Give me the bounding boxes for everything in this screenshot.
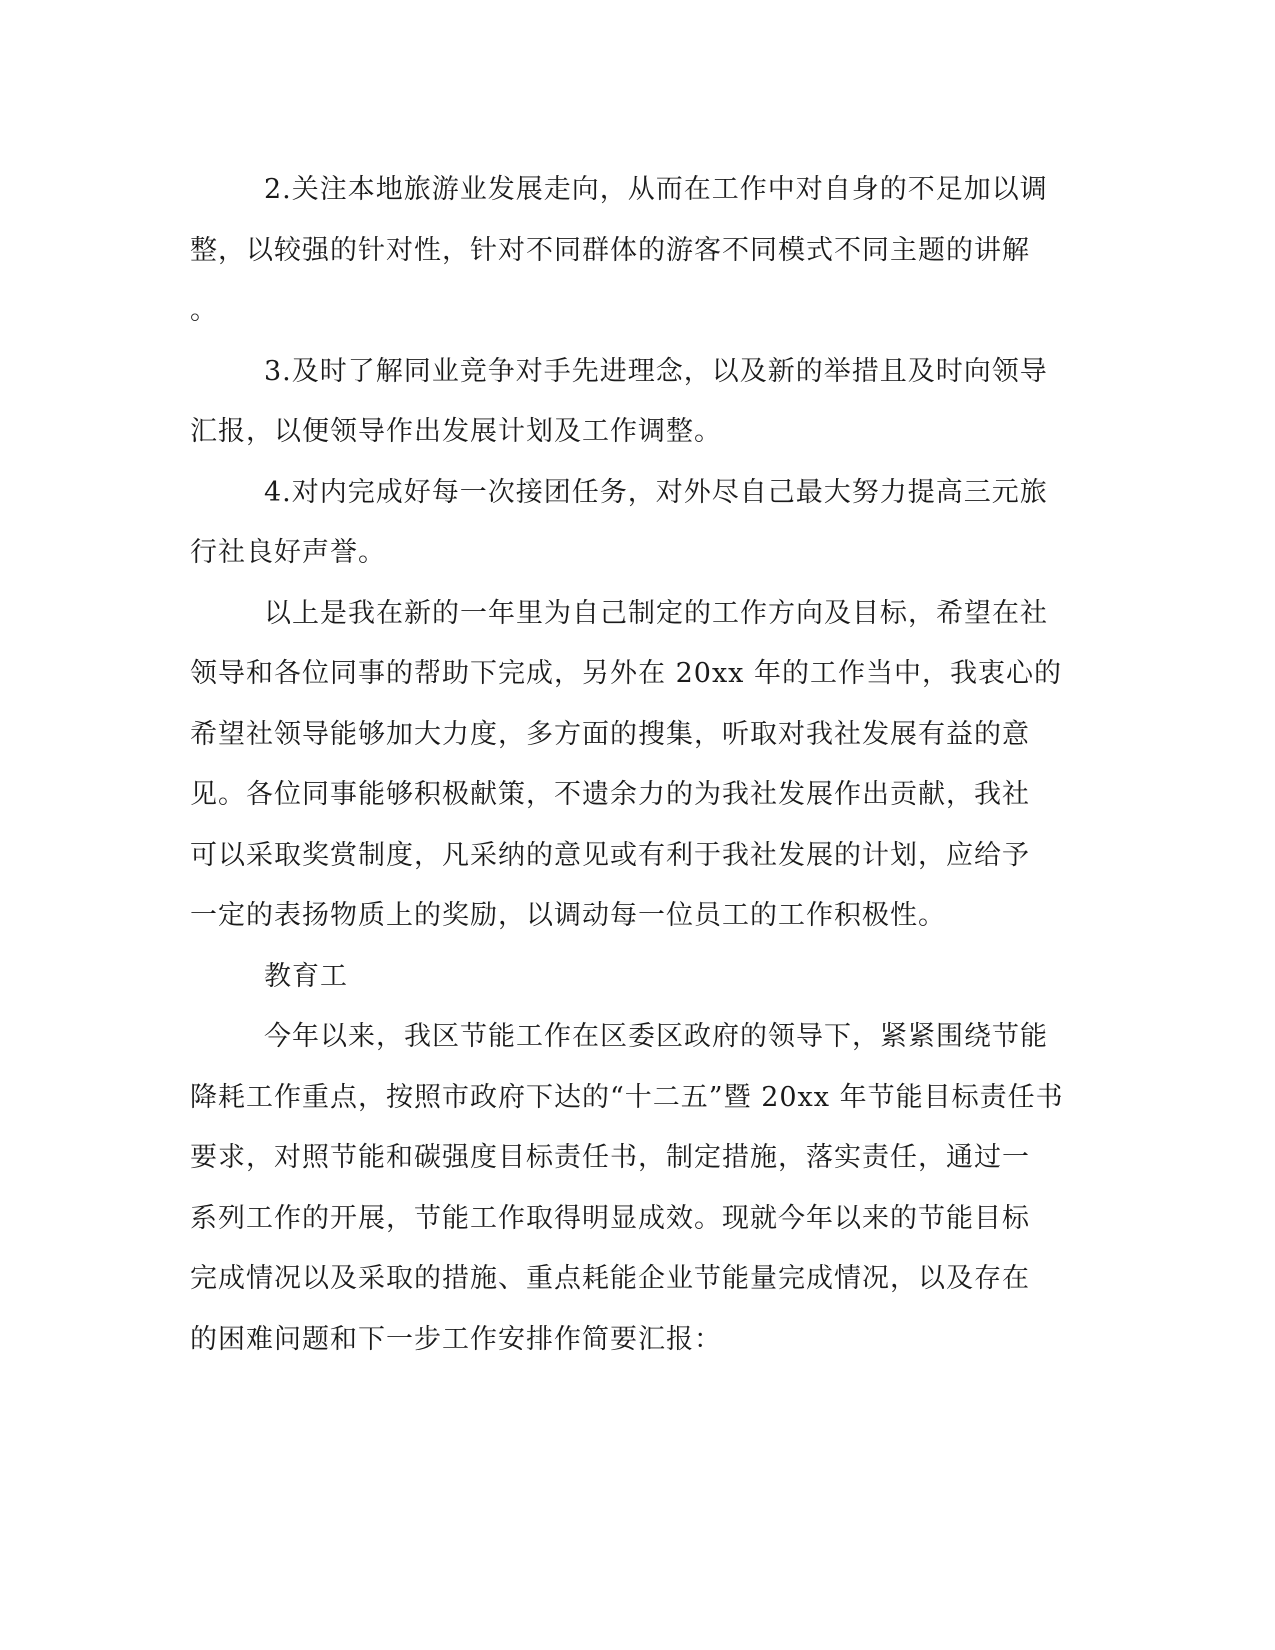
document-body (190, 160, 1080, 1370)
paragraph-energy-report (190, 1007, 1080, 1370)
paragraph-item-2 (190, 160, 1080, 342)
text-line: 2.关注本地旅游业发展走向，从而在工作中对自身的不足加以调 (264, 174, 1048, 205)
text-line: 行社良好声誉。 (190, 537, 386, 568)
text-line: 。 (190, 295, 218, 326)
text-line: 汇报，以便领导作出发展计划及工作调整。 (190, 416, 722, 447)
text-line: 见。各位同事能够积极献策，不遗余力的为我社发展作出贡献，我社 (190, 779, 1030, 810)
text-line: 3.及时了解同业竞争对手先进理念，以及新的举措且及时向领导 (264, 355, 1048, 387)
text-line: 希望社领导能够加大力度，多方面的搜集，听取对我社发展有益的意 (190, 718, 1030, 750)
text-line: 可以采取奖赏制度，凡采纳的意见或有利于我社发展的计划，应给予 (190, 839, 1030, 871)
text-line: 整，以较强的针对性，针对不同群体的游客不同模式不同主题的讲解 (190, 234, 1030, 266)
text-line: 完成情况以及采取的措施、重点耗能企业节能量完成情况，以及存在 (190, 1263, 1030, 1294)
text-line: 今年以来，我区节能工作在区委区政府的领导下，紧紧围绕节能 (264, 1021, 1048, 1052)
text-line: 系列工作的开展，节能工作取得明显成效。现就今年以来的节能目标 (190, 1202, 1030, 1234)
text-line: 4.对内完成好每一次接团任务，对外尽自己最大努力提高三元旅 (264, 476, 1048, 508)
paragraph-item-4 (190, 463, 1080, 584)
text-line: 的困难问题和下一步工作安排作简要汇报： (190, 1323, 722, 1355)
text-line: 降耗工作重点，按照市政府下达的“十二五”暨 20xx 年节能目标责任书 (190, 1081, 1064, 1113)
paragraph-heading (190, 947, 1080, 1008)
text-line: 领导和各位同事的帮助下完成，另外在 20xx 年的工作当中，我衷心的 (190, 658, 1062, 689)
text-line: 要求，对照节能和碳强度目标责任书，制定措施，落实责任，通过一 (190, 1142, 1030, 1173)
section-heading: 教育工 (264, 960, 348, 992)
paragraph-summary (190, 584, 1080, 947)
text-line: 以上是我在新的一年里为自己制定的工作方向及目标，希望在社 (264, 597, 1048, 629)
paragraph-item-3 (190, 342, 1080, 463)
text-line: 一定的表扬物质上的奖励，以调动每一位员工的工作积极性。 (190, 900, 946, 931)
